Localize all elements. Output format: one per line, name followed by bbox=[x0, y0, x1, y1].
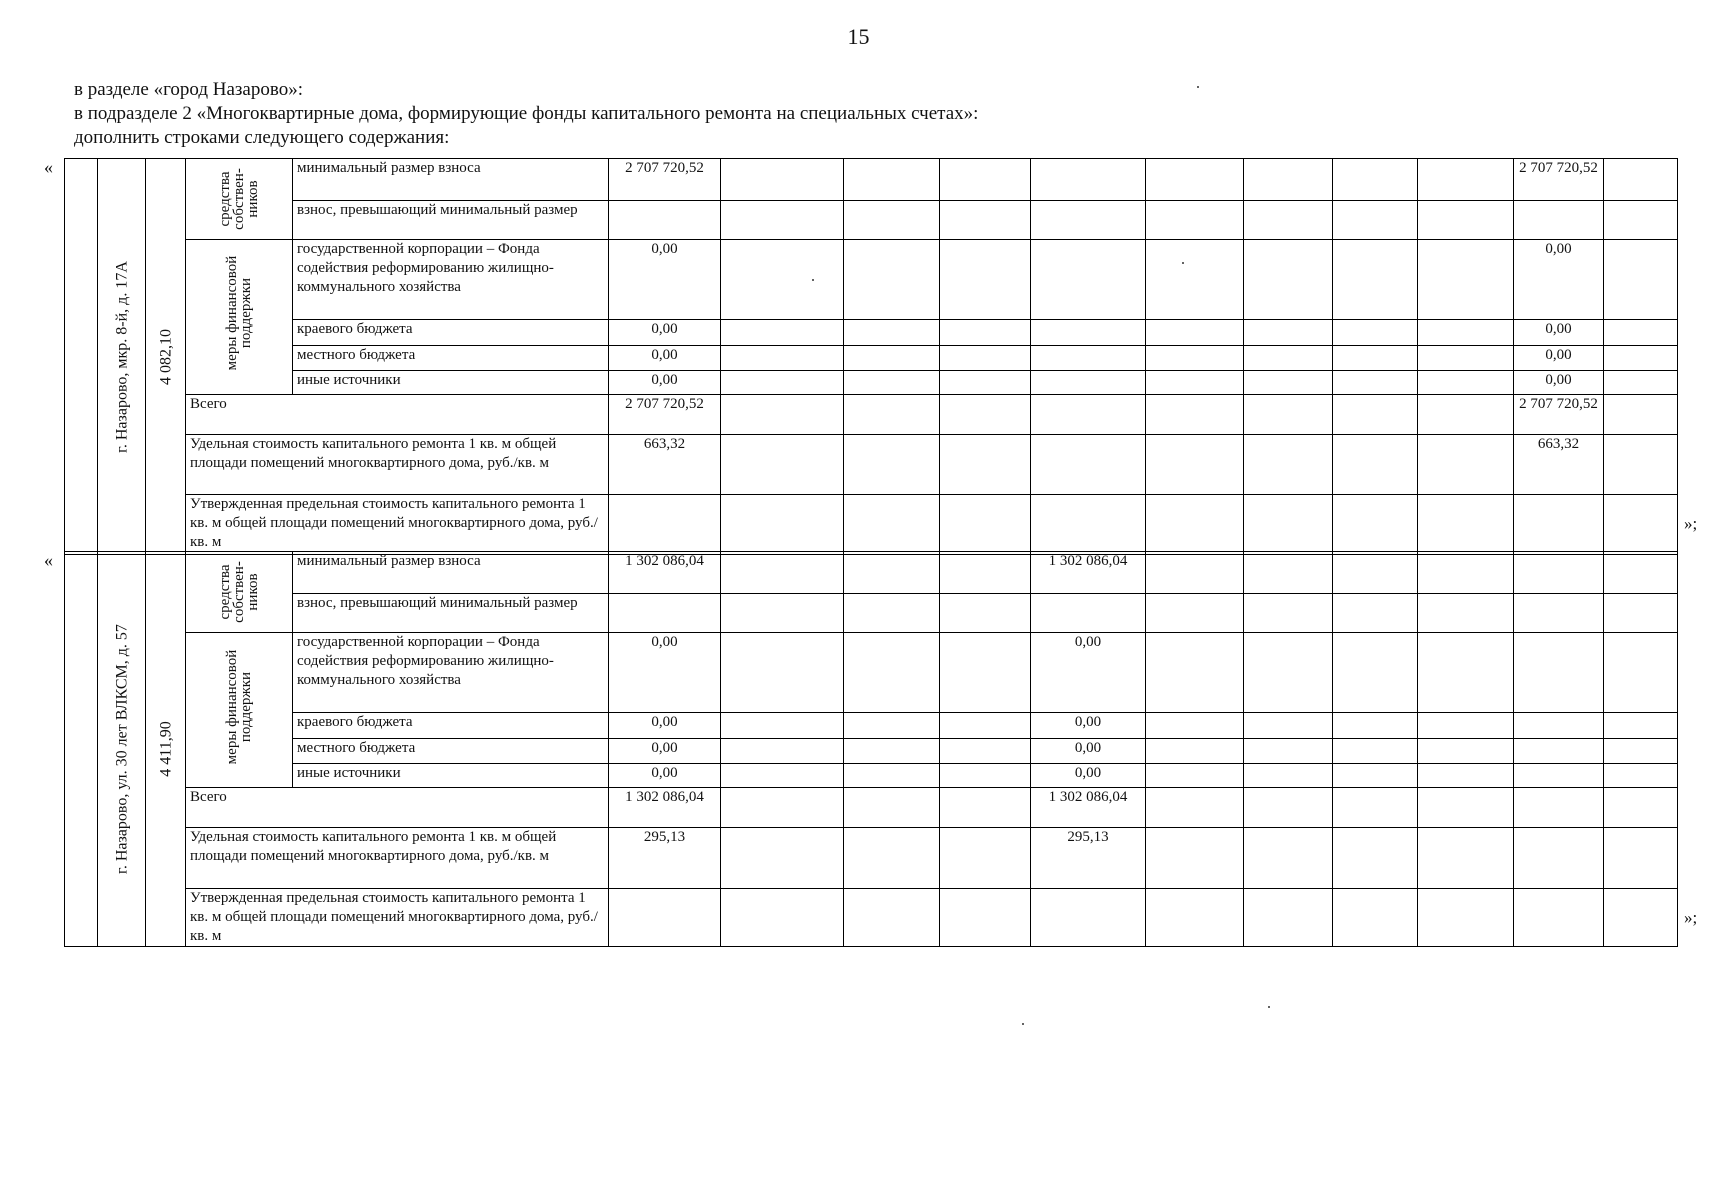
value-regional-b bbox=[1031, 320, 1146, 345]
area-cell bbox=[146, 552, 186, 947]
intro-line-section: в разделе «город Назарово»: bbox=[74, 79, 303, 100]
value-unit-cost-c bbox=[1514, 828, 1604, 889]
area-cell bbox=[146, 159, 186, 555]
value-other: 0,00 bbox=[609, 370, 721, 394]
value-local-b bbox=[1031, 345, 1146, 370]
label-state-corp: государственной корпорации – Фонда содействия реформированию жилищно-коммунального хозяйства bbox=[293, 633, 609, 713]
page-number: 15 bbox=[847, 24, 870, 49]
label-over-min: взнос, превышающий минимальный размер bbox=[293, 200, 609, 240]
group-support-text: меры финансовой поддержки bbox=[224, 649, 254, 764]
value-state-corp-c: 0,00 bbox=[1514, 240, 1604, 320]
label-total: Всего bbox=[186, 395, 609, 435]
value-min-fee-b bbox=[1031, 159, 1146, 201]
value-unit-cost-c: 663,32 bbox=[1514, 435, 1604, 495]
address-cell bbox=[98, 552, 146, 947]
label-min-fee: минимальный размер взноса bbox=[293, 159, 609, 201]
value-state-corp-b bbox=[1031, 240, 1146, 320]
value-total-b bbox=[1031, 395, 1146, 435]
intro-line-subsection: в подразделе 2 «Многоквартирные дома, формирующие фонды капитального ремонта на специальных счетах»: bbox=[74, 103, 979, 124]
label-other: иные источники bbox=[293, 370, 609, 394]
value-other: 0,00 bbox=[609, 763, 721, 787]
value-min-fee-b: 1 302 086,04 bbox=[1031, 552, 1146, 594]
value-unit-cost-b bbox=[1031, 435, 1146, 495]
group-owners-text: средства собствен-ников bbox=[217, 561, 261, 623]
value-min-fee-c bbox=[1514, 552, 1604, 594]
value-min-fee: 2 707 720,52 bbox=[609, 159, 721, 201]
label-limit-cost: Утвержденная предельная стоимость капитального ремонта 1 кв. м общей площади помещений многоквартирного дома, руб./кв. м bbox=[186, 889, 609, 947]
address-text: г. Назарово, ул. 30 лет ВЛКСМ, д. 57 bbox=[113, 624, 130, 874]
value-unit-cost: 295,13 bbox=[609, 828, 721, 889]
value-regional: 0,00 bbox=[609, 320, 721, 345]
value-state-corp: 0,00 bbox=[609, 240, 721, 320]
value-local-c bbox=[1514, 738, 1604, 763]
scan-speck bbox=[812, 279, 814, 281]
value-state-corp-c bbox=[1514, 633, 1604, 713]
value-local-c: 0,00 bbox=[1514, 345, 1604, 370]
value-regional-c: 0,00 bbox=[1514, 320, 1604, 345]
value-total: 2 707 720,52 bbox=[609, 395, 721, 435]
intro-text bbox=[74, 78, 978, 150]
value-unit-cost: 663,32 bbox=[609, 435, 721, 495]
value-unit-cost-b: 295,13 bbox=[1031, 828, 1146, 889]
address-text: г. Назарово, мкр. 8-й, д. 17А bbox=[113, 260, 130, 453]
value-state-corp-b: 0,00 bbox=[1031, 633, 1146, 713]
group-support-cell bbox=[186, 240, 293, 395]
open-quote-1: « bbox=[44, 157, 53, 177]
value-total-c: 2 707 720,52 bbox=[1514, 395, 1604, 435]
label-unit-cost: Удельная стоимость капитального ремонта 1 кв. м общей площади помещений многоквартирного дома, руб./кв. м bbox=[186, 435, 609, 495]
value-regional-b: 0,00 bbox=[1031, 713, 1146, 738]
area-text: 4 082,10 bbox=[157, 328, 174, 385]
label-other: иные источники bbox=[293, 763, 609, 787]
label-state-corp: государственной корпорации – Фонда содействия реформированию жилищно-коммунального хозяйства bbox=[293, 240, 609, 320]
scan-speck bbox=[1022, 1023, 1024, 1025]
row-index-cell bbox=[65, 159, 98, 555]
value-total-c bbox=[1514, 788, 1604, 828]
value-other-b bbox=[1031, 370, 1146, 394]
table-block-1 bbox=[64, 158, 1678, 555]
label-local: местного бюджета bbox=[293, 738, 609, 763]
group-owners-cell bbox=[186, 552, 293, 633]
group-support-cell bbox=[186, 633, 293, 788]
label-total: Всего bbox=[186, 788, 609, 828]
group-owners-text: средства собствен-ников bbox=[217, 168, 261, 230]
row-index-cell bbox=[65, 552, 98, 947]
close-quote-2: »; bbox=[1684, 908, 1698, 927]
label-limit-cost: Утвержденная предельная стоимость капитального ремонта 1 кв. м общей площади помещений многоквартирного дома, руб./кв. м bbox=[186, 495, 609, 555]
address-cell bbox=[98, 159, 146, 555]
open-quote-2: « bbox=[44, 550, 53, 570]
value-min-fee: 1 302 086,04 bbox=[609, 552, 721, 594]
value-local: 0,00 bbox=[609, 345, 721, 370]
scan-speck bbox=[1197, 86, 1199, 88]
scan-speck bbox=[1268, 1006, 1270, 1008]
value-local-b: 0,00 bbox=[1031, 738, 1146, 763]
value-regional-c bbox=[1514, 713, 1604, 738]
value-state-corp: 0,00 bbox=[609, 633, 721, 713]
close-quote-1: »; bbox=[1684, 514, 1698, 533]
label-regional: краевого бюджета bbox=[293, 320, 609, 345]
value-min-fee-c: 2 707 720,52 bbox=[1514, 159, 1604, 201]
value-other-c: 0,00 bbox=[1514, 370, 1604, 394]
group-owners-cell bbox=[186, 159, 293, 240]
area-text: 4 411,90 bbox=[157, 721, 174, 777]
value-total: 1 302 086,04 bbox=[609, 788, 721, 828]
label-over-min: взнос, превышающий минимальный размер bbox=[293, 593, 609, 633]
label-local: местного бюджета bbox=[293, 345, 609, 370]
group-support-text: меры финансовой поддержки bbox=[224, 255, 254, 371]
label-unit-cost: Удельная стоимость капитального ремонта 1 кв. м общей площади помещений многоквартирного дома, руб./кв. м bbox=[186, 828, 609, 889]
value-total-b: 1 302 086,04 bbox=[1031, 788, 1146, 828]
scan-speck bbox=[1182, 262, 1184, 264]
value-other-b: 0,00 bbox=[1031, 763, 1146, 787]
value-local: 0,00 bbox=[609, 738, 721, 763]
label-min-fee: минимальный размер взноса bbox=[293, 552, 609, 594]
label-regional: краевого бюджета bbox=[293, 713, 609, 738]
value-other-c bbox=[1514, 763, 1604, 787]
table-block-2 bbox=[64, 551, 1678, 947]
value-regional: 0,00 bbox=[609, 713, 721, 738]
intro-line-instruction: дополнить строками следующего содержания: bbox=[74, 127, 450, 148]
